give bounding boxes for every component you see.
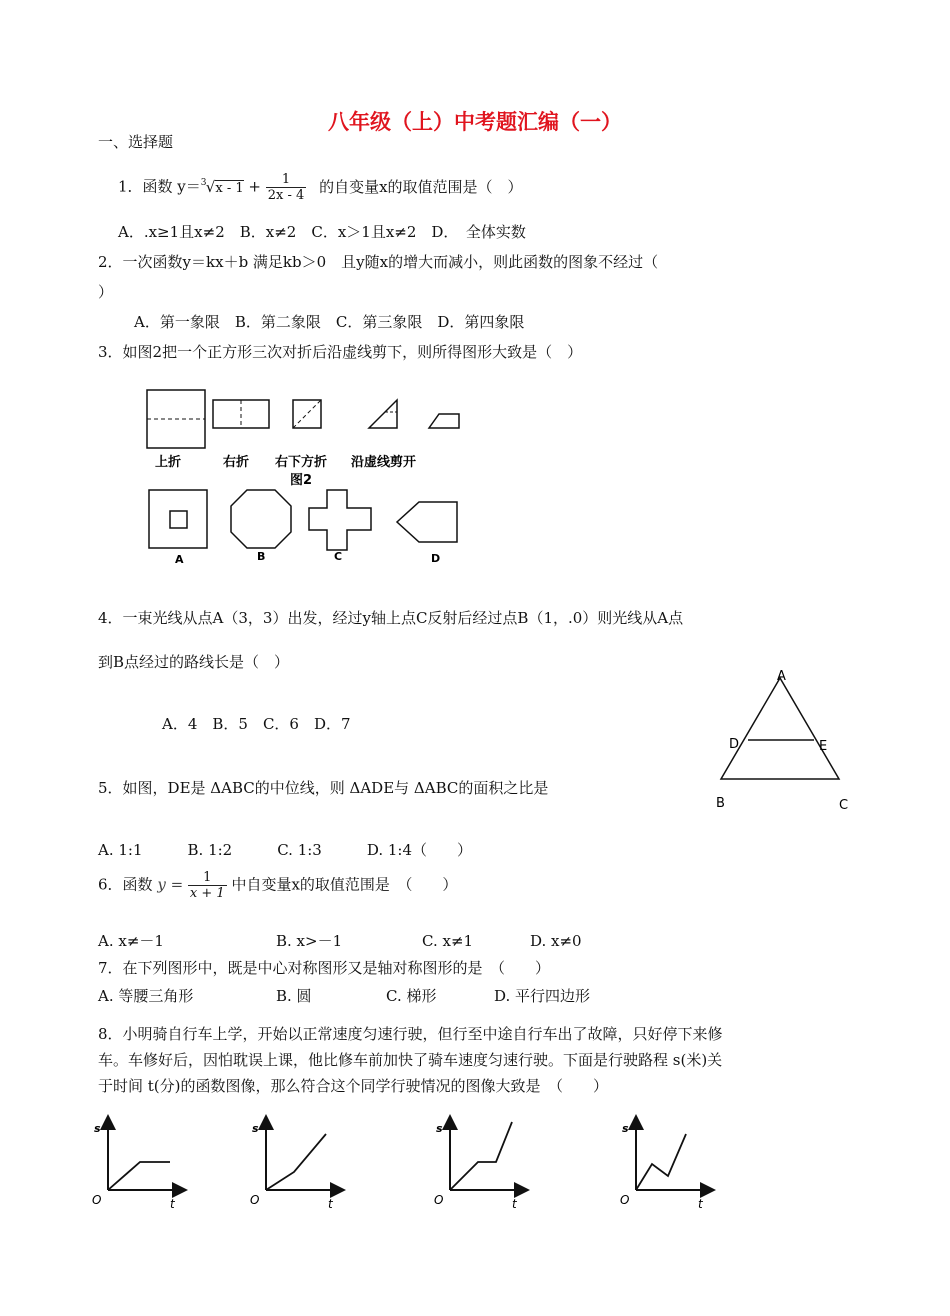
q6-option-b: B. x>－1	[276, 932, 343, 950]
graph-c	[434, 1122, 522, 1211]
option-a-outer	[149, 490, 207, 548]
origin-label: O	[92, 1193, 102, 1207]
plus-sign: +	[248, 177, 261, 196]
fold-figure	[135, 380, 475, 575]
page-title: 八年级（上）中考题汇编（一）	[328, 109, 622, 134]
q6-suffix: 中自变量x的取值范围是 （ ）	[231, 875, 458, 894]
graph-b	[250, 1122, 338, 1211]
option-letter-c: C	[334, 550, 343, 563]
fraction-denominator: 2x - 4	[267, 188, 305, 203]
origin-label: O	[250, 1193, 260, 1207]
question-4: 4．一束光线从点A（3，3）出发，经过y轴上点C反射后经过点B（1，.0）则光线从A点	[98, 609, 684, 627]
q7-option-b: B. 圆	[276, 987, 312, 1005]
question-7: 7．在下列图形中，既是中心对称图形又是轴对称图形的是 （ ）	[98, 959, 551, 977]
question-8-cont2: 于时间 t(分)的函数图像，那么符合这个同学行驶情况的图像大致是 （ ）	[98, 1077, 609, 1095]
s-label: s	[436, 1122, 443, 1135]
option-b-octagon	[231, 490, 291, 548]
question-6	[98, 870, 457, 901]
fold-label-3: 右下方折	[275, 455, 328, 470]
question-4-cont: 到B点经过的路线长是（ ）	[98, 653, 290, 671]
q6-option-d: D. x≠0	[530, 932, 582, 950]
graph-d-line	[636, 1134, 686, 1190]
origin-label: O	[620, 1193, 630, 1207]
option-letter-b: B	[257, 550, 266, 563]
option-letter-a: A	[175, 553, 184, 566]
fold-label-1: 上折	[155, 455, 182, 470]
cube-root: 3 √x - 1	[201, 177, 244, 199]
graph-d	[620, 1122, 708, 1211]
q7-option-c: C. 梯形	[386, 987, 437, 1005]
label-d: D	[729, 737, 740, 752]
q1-suffix: 的自变量x的取值范围是（ ）	[319, 177, 523, 196]
q6-fraction	[188, 870, 227, 901]
t-label: t	[328, 1197, 333, 1211]
fraction-denominator: x + 1	[189, 886, 225, 901]
fold-square-3	[293, 400, 321, 428]
section-heading: 一、选择题	[98, 133, 174, 151]
q5-options: A. 1:1 B. 1:2 C. 1:3 D. 1:4（ ）	[98, 841, 472, 859]
label-e: E	[819, 739, 828, 754]
fold-triangle-4	[369, 400, 397, 428]
option-d-pentagon	[397, 502, 457, 542]
fraction-numerator: 1	[281, 172, 291, 187]
option-a-inner	[170, 511, 187, 528]
question-8: 8．小明骑自行车上学，开始以正常速度匀速行驶，但行至中途自行车出了故障，只好停下来修	[98, 1025, 723, 1043]
q6-option-a: A. x≠－1	[98, 932, 164, 950]
question-1	[118, 172, 523, 203]
fold-label-4: 沿虚线剪开	[351, 455, 417, 470]
origin-label: O	[434, 1193, 444, 1207]
label-a: A	[777, 669, 786, 684]
graph-a	[92, 1122, 180, 1211]
q6-option-c: C. x≠1	[422, 932, 474, 950]
question-3: 3．如图2把一个正方形三次对折后沿虚线剪下，则所得图形大致是（ ）	[98, 343, 583, 361]
triangle-figure	[700, 664, 870, 814]
q1-prefix: 1．函数 y＝	[118, 177, 201, 196]
s-label: s	[94, 1122, 101, 1135]
graph-a-line	[108, 1162, 170, 1190]
t-label: t	[170, 1197, 175, 1211]
label-b: B	[716, 796, 725, 811]
figure-label: 图2	[290, 473, 313, 488]
label-c: C	[839, 798, 849, 813]
q1-options: A．.x≥1且x≠2 B．x≠2 C．x＞1且x≠2 D． 全体实数	[118, 223, 526, 241]
option-letter-d: D	[431, 552, 441, 565]
graph-c-line	[450, 1122, 512, 1190]
q2-options: A．第一象限 B．第二象限 C．第三象限 D．第四象限	[134, 313, 525, 331]
root-index: 3	[200, 177, 207, 188]
graph-options	[80, 1112, 740, 1222]
graph-b-line	[266, 1134, 326, 1190]
option-c-cross	[309, 490, 371, 550]
t-label: t	[698, 1197, 703, 1211]
question-2-cont: ）	[98, 283, 114, 301]
fold-label-2: 右折	[223, 455, 250, 470]
q6-y: y =	[157, 875, 184, 894]
triangle-abc	[721, 678, 839, 779]
q6-prefix: 6．函数	[98, 875, 153, 894]
q4-options: A．4 B．5 C．6 D．7	[162, 715, 351, 733]
s-label: s	[252, 1122, 259, 1135]
q1-fraction	[266, 172, 307, 203]
s-label: s	[622, 1122, 629, 1135]
radicand: x - 1	[215, 180, 244, 196]
q7-option-a: A. 等腰三角形	[98, 987, 194, 1005]
question-2: 2．一次函数y＝kx＋b 满足kb＞0 且y随x的增大而减小，则此函数的图象不经过（	[98, 253, 659, 271]
question-8-cont1: 车。车修好后，因怕耽误上课，他比修车前加快了骑车速度匀速行驶。下面是行驶路程 s(米)关	[98, 1051, 723, 1069]
fraction-numerator: 1	[203, 870, 212, 885]
question-5: 5．如图，DE是 ΔABC的中位线，则 ΔADE与 ΔABC的面积之比是	[98, 779, 549, 797]
fold-dash-3	[293, 400, 321, 428]
q7-option-d: D. 平行四边形	[494, 987, 591, 1005]
t-label: t	[512, 1197, 517, 1211]
cut-shape-5	[429, 414, 459, 428]
